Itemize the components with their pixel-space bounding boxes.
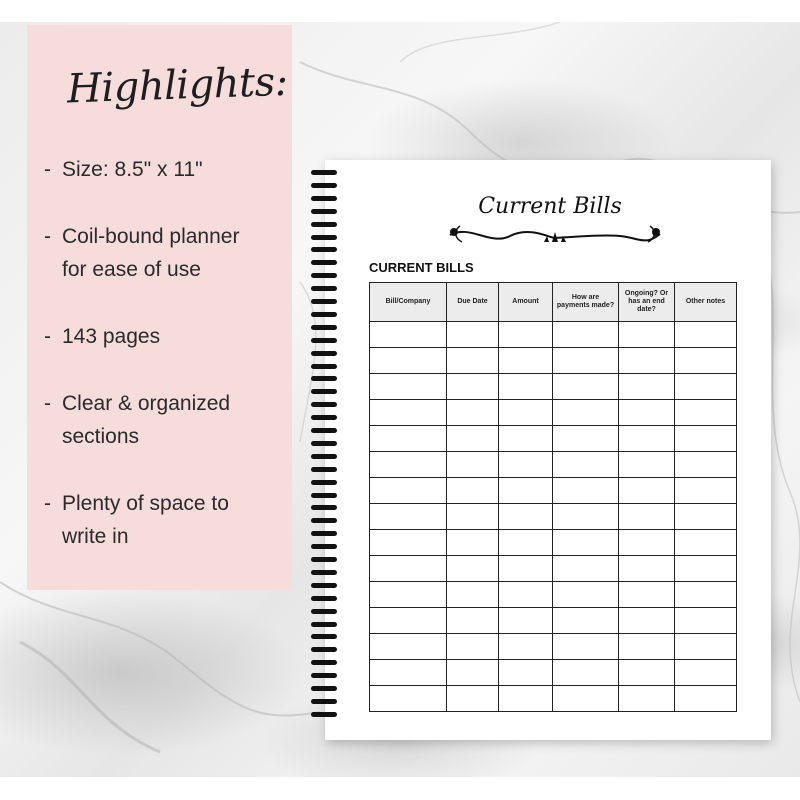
table-cell — [447, 452, 499, 478]
coil-ring — [311, 441, 337, 446]
table-row — [370, 556, 737, 582]
coil-ring — [311, 183, 337, 188]
table-cell — [499, 452, 553, 478]
table-cell — [619, 348, 675, 374]
coil-ring — [311, 660, 337, 665]
table-cell — [619, 504, 675, 530]
table-cell — [447, 426, 499, 452]
table-cell — [370, 530, 447, 556]
coil-ring — [311, 260, 337, 265]
coil-ring — [311, 402, 337, 407]
bullet-dash: - — [44, 158, 51, 181]
table-cell — [553, 634, 619, 660]
highlight-text-line2: write in — [62, 525, 129, 548]
table-cell — [675, 530, 737, 556]
table-cell — [619, 660, 675, 686]
coil-ring — [311, 531, 337, 536]
coil-ring — [311, 622, 337, 627]
table-cell — [370, 504, 447, 530]
table-cell — [499, 504, 553, 530]
coil-ring — [311, 557, 337, 562]
table-header-row — [370, 283, 737, 322]
table-cell — [447, 686, 499, 712]
coil-ring — [311, 493, 337, 498]
table-cell — [499, 426, 553, 452]
table-row — [370, 582, 737, 608]
table-cell — [370, 478, 447, 504]
table-cell — [619, 478, 675, 504]
table-row — [370, 400, 737, 426]
table-cell — [675, 322, 737, 348]
bills-table — [369, 282, 737, 712]
column-header: Other notes — [675, 283, 737, 322]
highlight-item-size — [44, 153, 289, 186]
table-cell — [619, 400, 675, 426]
table-cell — [447, 556, 499, 582]
highlight-text: Coil-bound planner — [62, 225, 240, 248]
table-cell — [499, 348, 553, 374]
table-cell — [447, 660, 499, 686]
table-cell — [553, 608, 619, 634]
table-cell — [447, 634, 499, 660]
table-cell — [675, 660, 737, 686]
highlights-panel — [27, 25, 292, 590]
coil-ring — [311, 712, 337, 717]
table-row — [370, 348, 737, 374]
coil-ring — [311, 454, 337, 459]
column-header: Ongoing? Or has an end date? — [619, 283, 675, 322]
table-cell — [447, 530, 499, 556]
coil-ring — [311, 299, 337, 304]
coil-ring — [311, 222, 337, 227]
table-cell — [370, 634, 447, 660]
table-cell — [675, 426, 737, 452]
table-row — [370, 660, 737, 686]
table-cell — [675, 374, 737, 400]
table-cell — [553, 400, 619, 426]
table-cell — [370, 374, 447, 400]
highlight-text-line2: for ease of use — [62, 258, 201, 281]
coil-ring — [311, 389, 337, 394]
table-cell — [499, 556, 553, 582]
highlight-text: 143 pages — [62, 325, 161, 348]
spiral-coil-icon — [311, 170, 341, 730]
table-cell — [499, 582, 553, 608]
table-cell — [619, 686, 675, 712]
highlight-text: Plenty of space to — [62, 492, 229, 515]
table-row — [370, 634, 737, 660]
coil-ring — [311, 570, 337, 575]
table-cell — [447, 348, 499, 374]
table-cell — [675, 400, 737, 426]
table-cell — [447, 374, 499, 400]
coil-ring — [311, 634, 337, 639]
bullet-dash: - — [44, 325, 51, 348]
flourish-divider-icon — [440, 222, 670, 248]
table-cell — [675, 686, 737, 712]
table-cell — [499, 322, 553, 348]
table-cell — [675, 582, 737, 608]
table-cell — [499, 478, 553, 504]
table-cell — [447, 400, 499, 426]
table-cell — [675, 478, 737, 504]
coil-ring — [311, 170, 337, 175]
coil-ring — [311, 209, 337, 214]
highlights-title: Highlights: — [66, 58, 289, 113]
table-cell — [499, 634, 553, 660]
table-cell — [447, 322, 499, 348]
table-body — [370, 322, 737, 712]
coil-ring — [311, 686, 337, 691]
table-cell — [675, 348, 737, 374]
table-cell — [370, 556, 447, 582]
table-cell — [447, 504, 499, 530]
table-cell — [619, 426, 675, 452]
coil-ring — [311, 325, 337, 330]
coil-ring — [311, 235, 337, 240]
product-image — [0, 22, 800, 777]
table-cell — [370, 348, 447, 374]
table-row — [370, 426, 737, 452]
table-cell — [447, 582, 499, 608]
column-header: Bill/Company — [370, 283, 447, 322]
table-cell — [370, 322, 447, 348]
table-cell — [619, 582, 675, 608]
planner-heading: Current Bills — [478, 194, 622, 219]
highlights-list — [44, 153, 289, 587]
table-row — [370, 322, 737, 348]
table-cell — [619, 530, 675, 556]
highlight-item-coil — [44, 220, 289, 286]
table-cell — [553, 556, 619, 582]
coil-ring — [311, 467, 337, 472]
table-cell — [553, 686, 619, 712]
table-cell — [619, 452, 675, 478]
highlight-text-line2: sections — [62, 425, 140, 448]
coil-ring — [311, 583, 337, 588]
table-cell — [553, 452, 619, 478]
section-label: CURRENT BILLS — [369, 260, 474, 275]
table-cell — [619, 374, 675, 400]
column-header: How are payments made? — [553, 283, 619, 322]
coil-ring — [311, 544, 337, 549]
highlight-item-sections — [44, 387, 289, 453]
coil-ring — [311, 505, 337, 510]
table-cell — [675, 556, 737, 582]
coil-ring — [311, 699, 337, 704]
table-cell — [370, 426, 447, 452]
coil-ring — [311, 596, 337, 601]
coil-ring — [311, 273, 337, 278]
table-cell — [370, 452, 447, 478]
column-header: Due Date — [447, 283, 499, 322]
coil-ring — [311, 673, 337, 678]
table-cell — [675, 634, 737, 660]
table-cell — [499, 608, 553, 634]
table-row — [370, 374, 737, 400]
table-cell — [553, 582, 619, 608]
table-cell — [499, 686, 553, 712]
table-cell — [370, 608, 447, 634]
table-cell — [370, 660, 447, 686]
bullet-dash: - — [44, 392, 51, 415]
table-row — [370, 504, 737, 530]
table-cell — [553, 530, 619, 556]
table-row — [370, 608, 737, 634]
highlight-item-pages — [44, 320, 289, 353]
table-cell — [447, 478, 499, 504]
table-row — [370, 686, 737, 712]
table-cell — [370, 686, 447, 712]
table-cell — [499, 660, 553, 686]
table-cell — [553, 322, 619, 348]
table-cell — [447, 608, 499, 634]
highlight-item-space — [44, 487, 289, 553]
coil-ring — [311, 428, 337, 433]
coil-ring — [311, 480, 337, 485]
coil-ring — [311, 364, 337, 369]
coil-ring — [311, 609, 337, 614]
table-cell — [619, 556, 675, 582]
coil-ring — [311, 415, 337, 420]
table-cell — [619, 608, 675, 634]
highlight-text: Size: 8.5" x 11" — [62, 158, 203, 181]
coil-ring — [311, 647, 337, 652]
coil-ring — [311, 518, 337, 523]
table-cell — [553, 478, 619, 504]
table-cell — [675, 452, 737, 478]
coil-ring — [311, 247, 337, 252]
column-header: Amount — [499, 283, 553, 322]
table-cell — [553, 660, 619, 686]
coil-ring — [311, 196, 337, 201]
table-cell — [499, 400, 553, 426]
table-cell — [553, 348, 619, 374]
table-cell — [675, 608, 737, 634]
table-row — [370, 478, 737, 504]
coil-ring — [311, 312, 337, 317]
coil-ring — [311, 338, 337, 343]
table-row — [370, 530, 737, 556]
coil-ring — [311, 351, 337, 356]
coil-ring — [311, 286, 337, 291]
table-row — [370, 452, 737, 478]
table-cell — [553, 374, 619, 400]
bullet-dash: - — [44, 492, 51, 515]
table-cell — [553, 504, 619, 530]
table-cell — [499, 374, 553, 400]
coil-ring — [311, 376, 337, 381]
highlight-text: Clear & organized — [62, 392, 231, 415]
table-cell — [553, 426, 619, 452]
table-cell — [370, 582, 447, 608]
table-cell — [619, 322, 675, 348]
planner-page — [325, 160, 771, 740]
table-cell — [619, 634, 675, 660]
table-cell — [499, 530, 553, 556]
table-cell — [675, 504, 737, 530]
table-cell — [370, 400, 447, 426]
bullet-dash: - — [44, 225, 51, 248]
